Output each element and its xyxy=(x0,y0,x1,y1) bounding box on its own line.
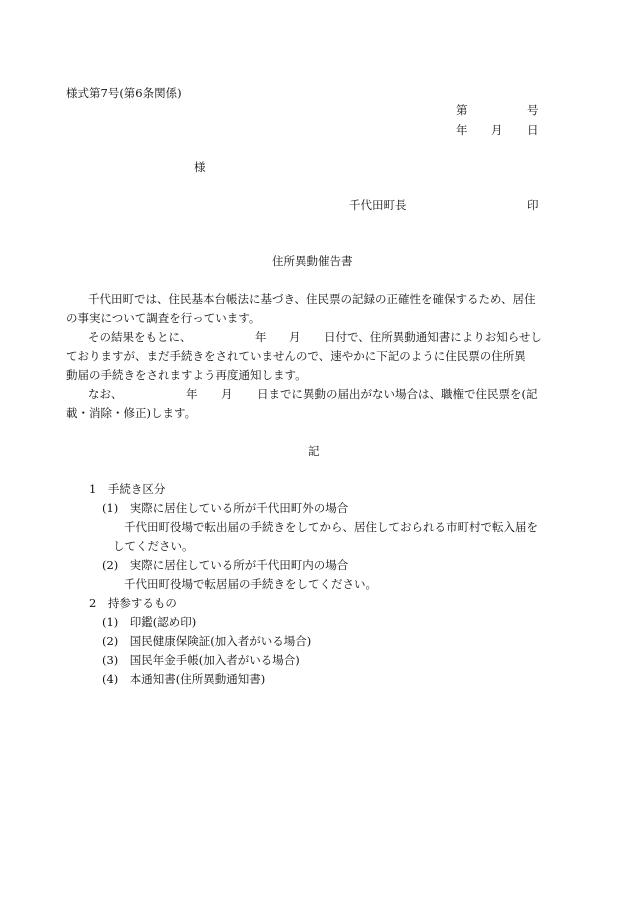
number-go-label: 号 xyxy=(527,103,539,117)
body-p3-line1-start: なお、 xyxy=(88,387,123,401)
body-p3-line1-rest: 日までに異動の届出がない場合は、職権で住民票を(記 xyxy=(257,387,538,401)
date-month-label: 月 xyxy=(491,123,503,137)
form-number: 様式第7号(第6条関係) xyxy=(66,86,182,100)
ki-heading: 記 xyxy=(308,444,320,458)
section-1-item-1-text-line2: してください。 xyxy=(113,539,194,553)
number-dai-label: 第 xyxy=(456,103,468,117)
body-p1-line2: の事実について調査を行っています。 xyxy=(66,311,261,325)
section-2-item-4: (4) 本通知書(住所異動通知書) xyxy=(102,672,266,686)
addressee-sama: 様 xyxy=(194,160,206,174)
section-2-item-2: (2) 国民健康保険証(加入者がいる場合) xyxy=(102,634,312,648)
body-p2-line1-start: その結果をもとに、 xyxy=(88,330,192,344)
body-p2-month: 月 xyxy=(289,330,301,344)
section-1-item-1-text-line1: 千代田町役場で転出届の手続きをしてから、居住しておられる市町村で転入届を xyxy=(124,520,538,534)
date-day-label: 日 xyxy=(527,123,539,137)
document-title: 住所異動催告書 xyxy=(272,254,353,268)
section-2-item-1: (1) 印鑑(認め印) xyxy=(102,615,197,629)
body-p2-line1-rest: 日付で、住所異動通知書によりお知らせし xyxy=(324,330,542,344)
sender-name: 千代田町長 xyxy=(349,198,407,212)
section-2-heading: 2 持参するもの xyxy=(89,596,177,610)
section-1-item-2-text: 千代田町役場で転居届の手続きをしてください。 xyxy=(124,577,377,591)
section-1-item-2-label: (2) 実際に居住している所が千代田町内の場合 xyxy=(102,558,349,572)
body-p2-line3: 動届の手続きをされますよう再度通知します。 xyxy=(66,368,307,382)
section-2-item-3: (3) 国民年金手帳(加入者がいる場合) xyxy=(102,653,300,667)
body-p3-line2: 載・消除・修正)します。 xyxy=(66,406,197,420)
section-1-item-1-label: (1) 実際に居住している所が千代田町外の場合 xyxy=(102,501,349,515)
body-p3-year: 年 xyxy=(186,387,198,401)
body-p3-month: 月 xyxy=(221,387,233,401)
sender-seal: 印 xyxy=(527,198,539,212)
body-p1-line1: 千代田町では、住民基本台帳法に基づき、住民票の記録の正確性を確保するため、居住 xyxy=(88,292,536,306)
body-p2-year: 年 xyxy=(255,330,267,344)
date-year-label: 年 xyxy=(456,123,468,137)
section-1-heading: 1 手続き区分 xyxy=(89,482,166,496)
body-p2-line2: ておりますが、まだ手続きをされていませんので、速やかに下記のように住民票の住所異 xyxy=(66,349,526,363)
